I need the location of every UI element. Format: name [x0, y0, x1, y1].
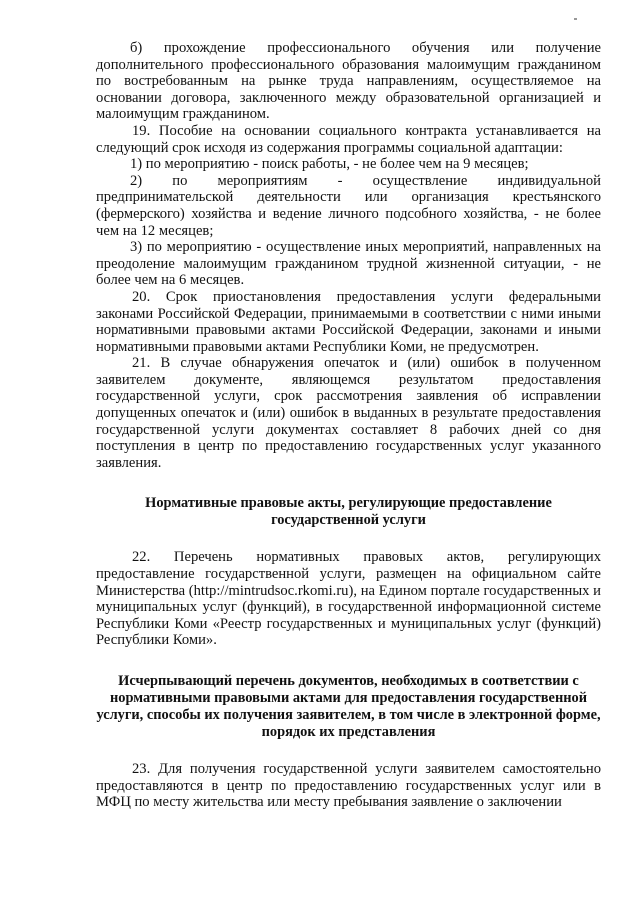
paragraph-20: 20. Срок приостановления предоставления услуги федеральными законами Российской Федерации, принимаемыми в соответствии с ними иными нормативными правовыми актами Российской Федерации, законами и иными нормативными правовыми актами Республики Коми, не предусмотрен. [96, 288, 601, 355]
section-heading-normative-acts: Нормативные правовые акты, регулирующие предоставление государственной услуги [145, 495, 552, 529]
paragraph-19-item-2: 2) по мероприятиям - осуществление индивидуальной предпринимательской деятельности или организация крестьянского (фермерского) хозяйства и ведение личного подсобного хозяйства, - не более чем на 12 месяцев; [96, 172, 601, 239]
paragraph-23: 23. Для получения государственной услуги заявителем самостоятельно предоставляются в центр по предоставлению государственных услуг или в МФЦ по месту жительства или месту пребывания заявление о заключении [96, 761, 601, 811]
paragraph-18b: б) прохождение профессионального обучения или получение дополнительного профессионального образования малоимущим гражданином по востребованным на рынке труда направлениям, осуществляемое на основании договора, заключенного между образовательной организацией и малоимущим гражданином. [96, 40, 601, 123]
section-heading-documents-list: Исчерпывающий перечень документов, необходимых в соответствии с нормативными правовыми актами для предоставления государственной услуги, способы их получения заявителем, в том числе в электронной форме, порядок их представления [96, 673, 601, 740]
paragraph-19-item-1: 1) по мероприятию - поиск работы, - не более чем на 9 месяцев; [130, 156, 529, 173]
paragraph-19: 19. Пособие на основании социального контракта устанавливается на следующий срок исходя из содержания программы социальной адаптации: [96, 122, 601, 156]
paragraph-22: 22. Перечень нормативных правовых актов, регулирующих предоставление государственной услуги, размещен на официальном сайте Министерства (http://mintrudsoc.rkomi.ru), на Едином портале государственных и муниципальных услуг (функций), в государственной информационной системе Республики Коми «Реестр государственных и муниципальных услуг (функций) Республики Коми». [96, 549, 601, 649]
paragraph-21: 21. В случае обнаружения опечаток и (или) ошибок в полученном заявителем документе, являющемся результатом предоставления государственной услуги, срок рассмотрения заявления об исправлении допущенных опечаток и (или) ошибок в выданных в результате предоставления государственной услуги документах составляет 8 рабочих дней со дня поступления в центр по предоставлению государственных услуг указанного заявления. [96, 355, 601, 471]
document-page [96, 40, 601, 811]
scan-mark [574, 18, 577, 20]
paragraph-19-item-3: 3) по мероприятию - осуществление иных мероприятий, направленных на преодоление малоимущим гражданином трудной жизненной ситуации, - не более чем на 6 месяцев. [96, 239, 601, 289]
